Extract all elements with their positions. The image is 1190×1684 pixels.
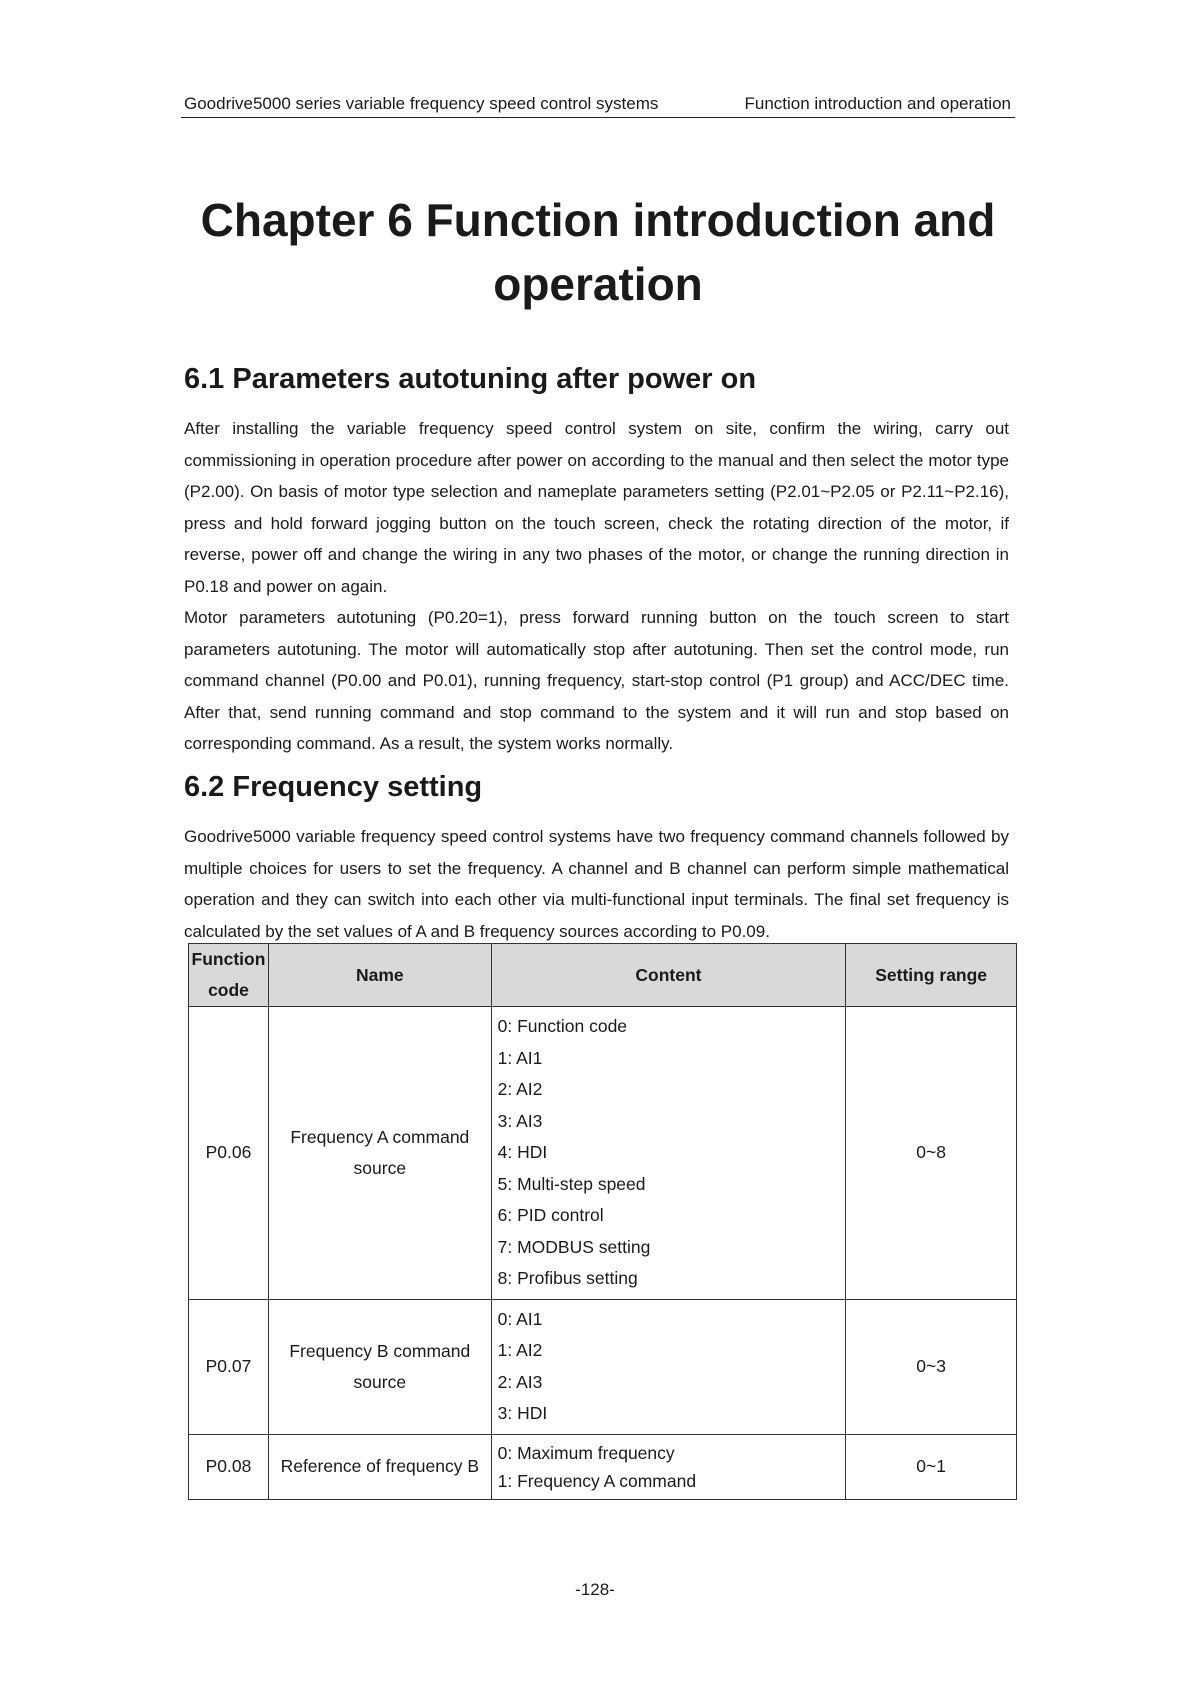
section-6-1-paragraph-1: After installing the variable frequency speed control system on site, confirm the wiring, carry out commissioning in operation procedure after power on according to the manual and then select the motor type (P2.00). On basis of motor type selection and nameplate parameters setting (P2.01~P2.05 or P2.11~P2.16), press and hold forward jogging button on the touch screen, check the rotating direction of the motor, if reverse, power off and change the wiring in any two phases of the motor, or change the running direction in P0.18 and power on again. (184, 419, 1009, 596)
header-setting-range: Setting range (846, 944, 1017, 1007)
content-option: 0: Maximum frequency (497, 1442, 675, 1463)
content-option: 2: AI3 (497, 1371, 543, 1392)
chapter-title (181, 188, 1015, 316)
header-document-title: Goodrive5000 series variable frequency speed control systems (184, 94, 659, 113)
content-option: 1: Frequency A command (497, 1470, 697, 1491)
page-header (181, 90, 1015, 118)
content-option: 1: AI2 (497, 1340, 543, 1360)
header-function-code-line2: code (208, 980, 249, 1000)
cell-name-line2: source (353, 1371, 407, 1392)
table-row (189, 1299, 1017, 1434)
header-chapter-title: Function introduction and operation (744, 94, 1011, 113)
cell-code: P0.07 (189, 1299, 269, 1434)
parameter-table (188, 943, 1017, 1500)
cell-setting-range: 0~3 (846, 1299, 1017, 1434)
table-row (189, 1007, 1017, 1300)
section-6-2-title: 6.2 Frequency setting (184, 771, 483, 803)
table-row (189, 1434, 1017, 1499)
content-option: 4: HDI (497, 1142, 548, 1162)
content-option: 0: AI1 (497, 1308, 543, 1329)
content-option: 3: AI3 (497, 1110, 543, 1131)
cell-setting-range: 0~1 (846, 1434, 1017, 1499)
cell-name (268, 1007, 491, 1300)
content-option: 8: Profibus setting (497, 1268, 638, 1288)
chapter-title-line2: operation (493, 258, 703, 310)
content-option: 0: Function code (497, 1016, 628, 1036)
content-option: 3: HDI (497, 1403, 548, 1423)
cell-name: Reference of frequency B (268, 1434, 491, 1499)
cell-content (491, 1434, 846, 1499)
page-number: -128- (575, 1580, 615, 1599)
section-6-2-paragraph-1: Goodrive5000 variable frequency speed control systems have two frequency command channels followed by multiple choices for users to set the frequency. A channel and B channel can perform simple mathematical operation and they can switch into each other via multi-functional input terminals. The final set frequency is calculated by the set values of A and B frequency sources according to P0.09. (184, 827, 1009, 941)
cell-name (268, 1299, 491, 1434)
cell-content (491, 1007, 846, 1300)
cell-code: P0.08 (189, 1434, 269, 1499)
cell-name-line1: Frequency B command (289, 1340, 471, 1361)
header-content: Content (491, 944, 846, 1007)
chapter-title-line1: Chapter 6 Function introduction and (200, 194, 996, 246)
content-option: 2: AI2 (497, 1079, 543, 1099)
header-name: Name (268, 944, 491, 1007)
cell-code: P0.06 (189, 1007, 269, 1300)
section-6-1-title: 6.1 Parameters autotuning after power on (184, 363, 757, 395)
content-option: 5: Multi-step speed (497, 1173, 646, 1194)
content-option: 1: AI1 (497, 1047, 543, 1068)
section-6-1-paragraph-2: Motor parameters autotuning (P0.20=1), press forward running button on the touch screen to start parameters autotuning. The motor will automatically stop after autotuning. Then set the control mode, run command channel (P0.00 and P0.01), running frequency, start-stop control (P1 group) and ACC/DEC time. After that, send running command and stop command to the system and it will run and stop based on corresponding command. As a result, the system works normally. (184, 608, 1009, 753)
header-function-code (189, 944, 269, 1007)
content-option: 6: PID control (497, 1205, 604, 1225)
cell-name-line1: Frequency A command (290, 1126, 470, 1147)
table-header-row (189, 944, 1017, 1007)
cell-setting-range: 0~8 (846, 1007, 1017, 1300)
cell-content (491, 1299, 846, 1434)
cell-name-line2: source (353, 1157, 407, 1178)
header-function-code-line1: Function (191, 949, 266, 969)
content-option: 7: MODBUS setting (497, 1236, 651, 1257)
